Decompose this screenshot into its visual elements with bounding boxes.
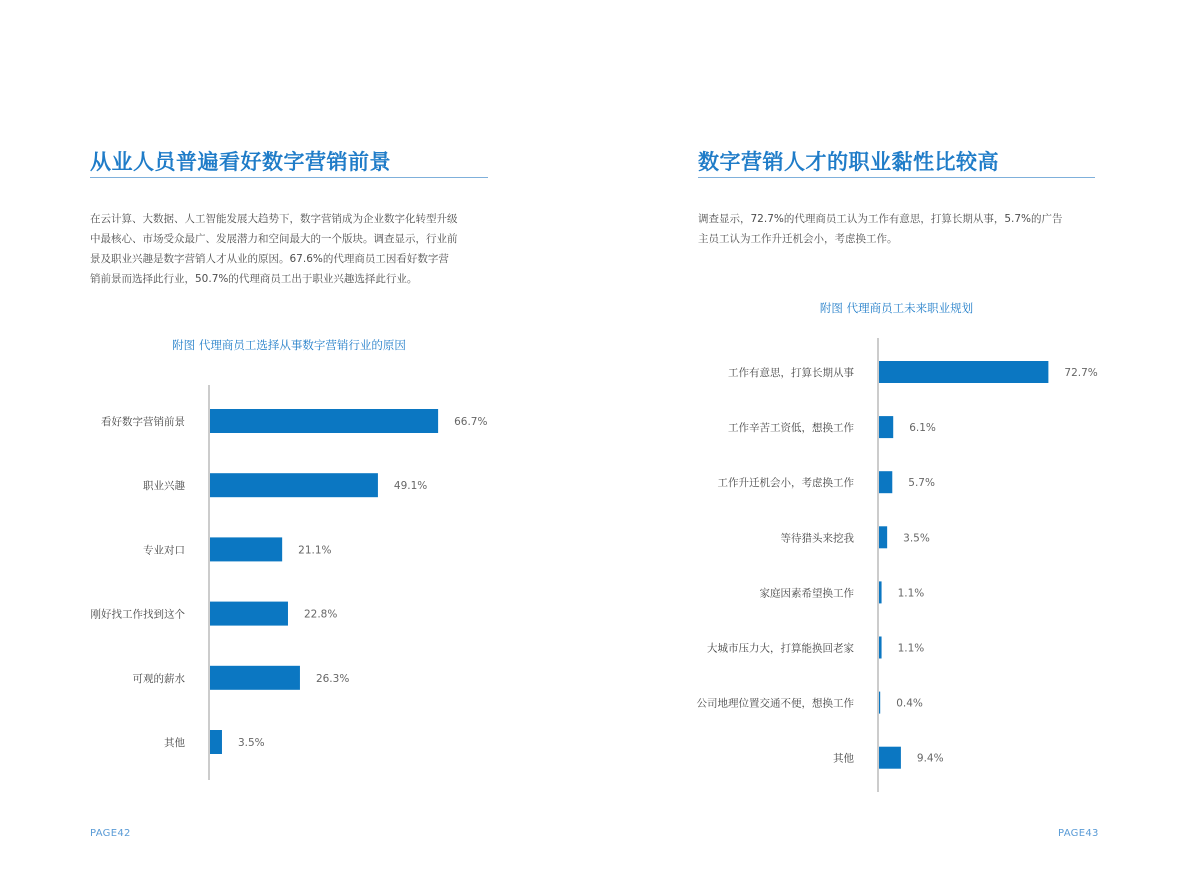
- right-section-title: 数字营销人才的职业黏性比较高: [698, 150, 999, 174]
- left-chart-bar: [210, 473, 378, 497]
- left-chart-bar: [210, 730, 222, 754]
- left-chart-bar: [210, 602, 288, 626]
- left-chart-category-label: 可观的薪水: [132, 672, 185, 685]
- right-chart-category-label: 工作升迁机会小，考虑换工作: [717, 477, 854, 490]
- right-paragraph-line: 调查显示，72.7%的代理商员工认为工作有意思，打算长期从事，5.7%的广告: [698, 213, 1063, 225]
- right-chart-bar: [879, 637, 882, 659]
- right-chart-bar: [879, 581, 882, 603]
- left-chart-bar: [210, 409, 438, 433]
- left-page-number: PAGE42: [90, 828, 131, 839]
- right-chart-bar: [879, 471, 892, 493]
- right-chart-title: 附图 代理商员工未来职业规划: [819, 301, 974, 315]
- right-chart-category-label: 家庭因素希望换工作: [759, 587, 854, 600]
- left-chart-bar: [210, 537, 282, 561]
- right-chart-bar: [879, 416, 893, 438]
- left-chart-category-label: 看好数字营销前景: [101, 416, 185, 428]
- right-chart-bar: [879, 692, 880, 714]
- right-chart-value-label: 5.7%: [908, 477, 935, 490]
- left-chart: [91, 385, 488, 780]
- right-chart-bar: [879, 747, 901, 769]
- left-chart-category-label: 职业兴趣: [143, 480, 185, 493]
- right-chart-value-label: 1.1%: [897, 587, 925, 600]
- right-chart-category-label: 公司地理位置交通不便，想换工作: [696, 697, 854, 710]
- left-paragraph-line: 在云计算、大数据、人工智能发展大趋势下，数字营销成为企业数字化转型升级: [90, 213, 458, 225]
- right-chart-bar: [879, 526, 887, 548]
- right-chart-category-label: 大城市压力大，打算能换回老家: [707, 642, 854, 655]
- left-chart-value-label: 3.5%: [237, 737, 265, 749]
- right-chart-category-label: 工作辛苦工资低，想换工作: [728, 422, 854, 435]
- left-chart-title: 附图 代理商员工选择从事数字营销行业的原因: [172, 338, 406, 352]
- left-paragraph-line: 景及职业兴趣是数字营销人才从业的原因。67.6%的代理商员工因看好数字营: [90, 253, 449, 265]
- left-paragraph-line: 销前景而选择此行业，50.7%的代理商员工出于职业兴趣选择此行业。: [90, 273, 418, 285]
- right-chart-bar: [879, 361, 1048, 383]
- right-chart-value-label: 0.4%: [896, 697, 923, 710]
- left-chart-category-label: 其他: [164, 737, 185, 749]
- right-chart-value-label: 6.1%: [909, 422, 936, 435]
- right-chart-value-label: 1.1%: [897, 642, 925, 655]
- right-chart-category-label: 工作有意思，打算长期从事: [728, 367, 854, 379]
- left-chart-value-label: 49.1%: [393, 480, 428, 493]
- left-chart-value-label: 22.8%: [303, 608, 338, 621]
- right-paragraph-line: 主员工认为工作升迁机会小，考虑换工作。: [698, 233, 898, 245]
- left-chart-category-label: 专业对口: [143, 544, 185, 557]
- left-chart-category-label: 刚好找工作找到这个: [90, 608, 185, 621]
- right-chart-category-label: 等待猎头来挖我: [780, 532, 854, 545]
- right-page-number: PAGE43: [1058, 828, 1099, 839]
- right-chart-category-label: 其他: [833, 752, 854, 765]
- left-chart-bar: [210, 666, 300, 690]
- right-chart-value-label: 72.7%: [1064, 367, 1098, 379]
- right-chart: [697, 338, 1098, 792]
- left-chart-value-label: 21.1%: [298, 544, 332, 557]
- left-paragraph-line: 中最核心、市场受众最广、发展潜力和空间最大的一个版块。调查显示，行业前: [90, 233, 458, 245]
- right-chart-value-label: 3.5%: [903, 532, 930, 545]
- left-chart-value-label: 66.7%: [454, 416, 488, 428]
- left-chart-value-label: 26.3%: [315, 672, 350, 685]
- left-section-title: 从业人员普遍看好数字营销前景: [90, 150, 391, 174]
- right-chart-value-label: 9.4%: [916, 752, 944, 765]
